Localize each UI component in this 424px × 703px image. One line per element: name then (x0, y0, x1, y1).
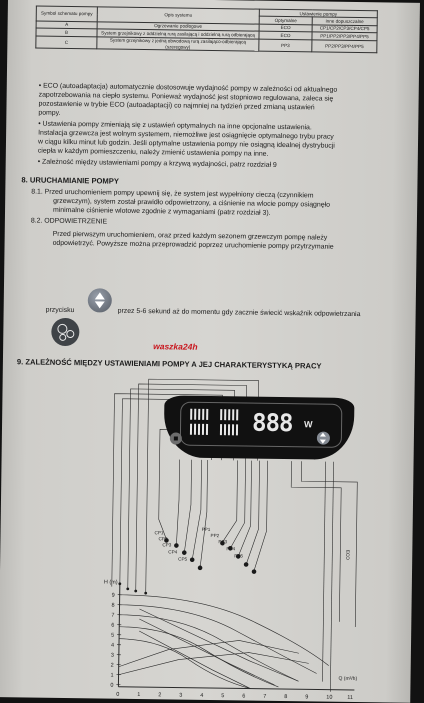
cp-label: CP3 (162, 542, 171, 547)
text-line: w ciągu kilku minut lub godzin. Jeśli optymalne ustawienia pompy nie osiągną idealnej dystrybucji (38, 138, 335, 151)
cp-label: CP1 (155, 530, 164, 535)
y-tick-label: 8 (111, 603, 114, 609)
x-tick-label: 4 (200, 693, 203, 699)
y-tick-label: 5 (111, 633, 114, 639)
after-button-text: przez 5-6 sekund aż do momentu gdy zacznie świecić wskaźnik odpowietrzania (118, 307, 361, 319)
x-tick-label: 7 (263, 694, 266, 700)
pp-label: PP1 (202, 527, 211, 532)
text-line: pozostawienie w trybie ECO (autoadaptacji) co najmniej na tydzień przed zmianą ustawień (38, 100, 337, 113)
eco-label: ECO (345, 550, 350, 560)
text-line: Ustawienia pompy zmieniają się z ustawień optymalnych na inne opcjonalne ustawienia. (43, 121, 312, 132)
level-bars (220, 424, 238, 435)
bullet-settings-change: • Ustawienia pompy zmieniają się z ustawień optymalnych na inne opcjonalne ustawienia. Instalacja grzewcza jest wolnym systemem, niemożliwe jest osiągnięcie optymalnego trybu pracy w ciągu kilku minut lub godzin. Jeśli optymalne ustawienia pompy nie osiągną idealnej dystrybucji ciepła w każdym pomieszczeniu, należy zmienić ustawienia pompy na inne. (38, 120, 335, 160)
cell-symbol: C (36, 36, 97, 50)
x-tick-label: 5 (221, 693, 224, 699)
cell-inne: CP1/CP2/CP3/CP4/CP5 (312, 25, 377, 33)
x-tick-label: 0 (116, 692, 119, 698)
section-8-title: 8. URUCHAMIANIE POMPY (21, 175, 119, 185)
y-tick-label: 3 (111, 653, 114, 659)
bullet-reference: • Zależność między ustawieniami pompy a krzywą wydajności, patrz rozdział 9 (38, 158, 277, 170)
x-tick-label: 10 (326, 695, 332, 701)
x-tick-label: 11 (347, 695, 353, 701)
cell-opis: System grzejnikowy z oddzielną rurą zasilającą i oddzielną rurą odbierającą (97, 29, 259, 39)
y-tick-label: 2 (111, 663, 114, 669)
cell-inne: PP1/PP2/PP3/PP4/PP5 (312, 32, 377, 40)
y-tick-label: 9 (112, 593, 115, 599)
x-tick-label: 9 (305, 694, 308, 700)
y-axis-label: H (m) (104, 580, 118, 586)
watermark: waszka24h (153, 341, 198, 352)
unit-label: W (304, 419, 313, 429)
col-symbol-header: Symbol schematu pompy (36, 6, 97, 22)
cell-opis: Ogrzewanie podłogowe (97, 22, 259, 32)
y-tick-label: 7 (111, 613, 114, 619)
pump-control-panel (164, 395, 355, 460)
cp-label: CP5 (178, 557, 187, 562)
text-line: Zależność między ustawieniami pompy a krzywą wydajności, patrz rozdział 9 (42, 159, 277, 169)
cp-label: CP4 (168, 549, 177, 554)
y-tick-label: 1 (111, 673, 114, 679)
cell-symbol: A (36, 21, 97, 29)
text-line: minimalne ciśnienie wlotowe zgodnie z wymaganiami (patrz rozdział 3). (31, 205, 330, 218)
cell-optymalne: ECO (259, 24, 312, 32)
y-tick-label: 4 (111, 643, 114, 649)
x-tick-label: 6 (242, 693, 245, 699)
pp-label: PP5 (234, 553, 243, 558)
text-line: ciepła w każdym pomieszczeniu, należy zmienić ustawienia pompy na inne. (38, 147, 335, 160)
cell-inne: PP2/PP3/PP4/PP5 (312, 39, 377, 53)
cp-label: CP2 (158, 536, 167, 541)
x-tick-label: 1 (137, 692, 140, 698)
pp-label: PP4 (226, 546, 235, 551)
cell-optymalne: ECO (259, 31, 312, 39)
panel-arrows-icon (317, 431, 330, 444)
x-tick-label: 8 (284, 694, 287, 700)
text-line: Instalacja grzewcza jest wolnym systemem, niemożliwe jest osiągnięcie optymalnego trybu pracy (38, 129, 335, 142)
y-tick-label: 0 (110, 683, 113, 689)
cell-symbol: B (36, 28, 97, 36)
pp-label: PP3 (218, 539, 227, 544)
x-axis-label: Q (m³/h) (338, 676, 357, 682)
col-optymalne-header: Optymalne (259, 17, 312, 25)
section-8-2-title: 8.2. ODPOWIETRZENIE (31, 216, 107, 226)
text-line: 8.1. Przed uruchomieniem pompy upewnij się, że system jest wypełniony cieczą (czynnikiem (31, 187, 330, 200)
col-ustawienie-header: Ustawienie pompy (259, 9, 377, 18)
stop-button-icon (170, 432, 182, 444)
cell-opis: System grzejnikowy z jedną obwodową rurą zasilająco-odbierającą (szeregowy) (97, 36, 259, 51)
text-line: zapotrzebowania na ciepło systemu. Ponieważ wydajność jest stopniowo regulowana, zaleca się (39, 91, 338, 104)
col-inne-header: inne dopuszczalne (312, 17, 377, 25)
cell-optymalne: PP3 (259, 39, 312, 53)
przycisku-label: przycisku (46, 306, 75, 315)
text-line: pompy. (38, 109, 337, 122)
y-tick-label: 6 (111, 623, 114, 629)
level-bars (220, 409, 238, 420)
bullet-eco: • ECO (autoadaptacja) automatycznie dostosowuje wydajność pompy w zależności od aktualnego zapotrzebowania na ciepło systemu. Ponieważ wydajność jest stopniowo regulowana, zaleca się pozostawienie w trybie ECO (autoadaptacji) co najmniej na tydzień przed zmianą ustawień pompy. (38, 82, 337, 122)
text-line: odpowietrzyć. Powyższe można przeprowadzić poprzez uruchomienie pompy przytrzymanie (53, 239, 413, 253)
pp-label: PP2 (210, 533, 219, 538)
text-line: grzewczym), system został prawidło odpowietrzony, a ciśnienie na wlocie pompy osiągnęło (31, 196, 330, 209)
level-bars (190, 424, 208, 435)
col-opis-header: Opis systemu (97, 7, 259, 24)
text-line: Przed pierwszym uruchomieniem, oraz przed każdym sezonem grzewczym pompę należy (53, 230, 413, 244)
x-tick-label: 2 (158, 692, 161, 698)
seven-segment-display: 888 (252, 409, 293, 438)
level-bars (190, 409, 208, 420)
text-line: ECO (autoadaptacja) automatycznie dostosowuje wydajność pompy w zależności od aktualnego (43, 83, 337, 94)
x-tick-label: 3 (179, 693, 182, 699)
section-9-title: 9. ZALEŻNOŚĆ MIĘDZY USTAWIENIAMI POMPY A JEJ CHARAKTERYSTYKĄ PRACY (17, 357, 322, 370)
